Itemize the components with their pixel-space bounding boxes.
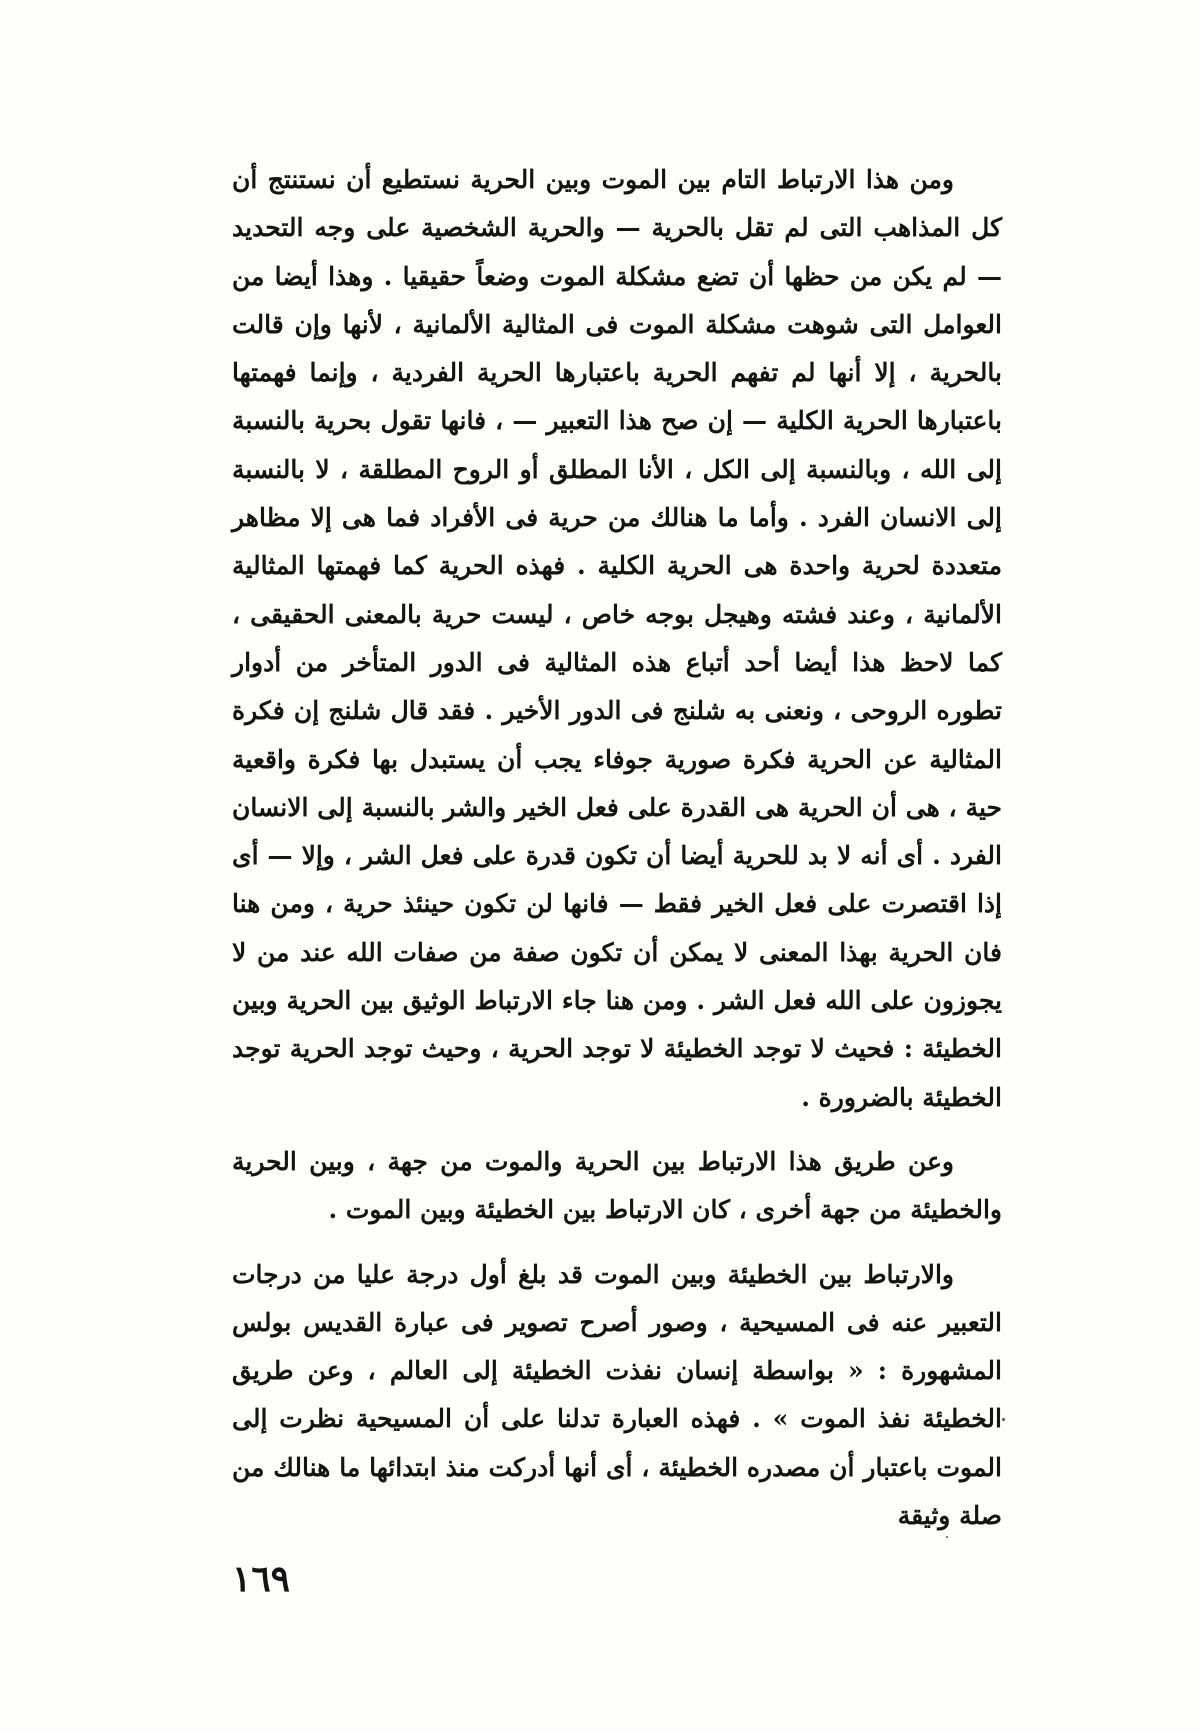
page-number: ١٦٩ [232, 1558, 291, 1600]
body-text [232, 156, 1002, 1540]
scan-speck [1002, 1418, 1005, 1421]
paragraph-2: وعن طريق هذا الارتباط بين الحرية والموت من جهة ، وبين الحرية والخطيئة من جهة أخرى ، كان الارتباط بين الخطيئة وبين الموت . [232, 1146, 1002, 1225]
scan-speck [946, 1536, 948, 1538]
paragraph-3: والارتباط بين الخطيئة وبين الموت قد بلغ أول درجة عليا من درجات التعبير عنه فى المسيحية ، وصور أصرح تصوير فى عبارة القديس بولس المشهورة : « بواسطة إنسان نفذت الخطيئة إلى العالم ، وعن طريق الخطيئة نفذ الموت » . فهذه العبارة تدلنا على أن المسيحية نظرت إلى الموت باعتبار أن مصدره الخطيئة ، أى أنها أدركت منذ ابتدائها ما هنالك من صلة وثيقة [232, 1259, 1003, 1531]
paragraph-1: ومن هذا الارتباط التام بين الموت وبين الحرية نستطيع أن نستنتج أن كل المذاهب التى لم تقل بالحرية — والحرية الشخصية على وجه التحديد — لم يكن من حظها أن تضع مشكلة الموت وضعاً حقيقيا . وهذا أيضا من العوامل التى شوهت مشكلة الموت فى المثالية الألمانية ، لأنها وإن قالت بالحرية ، إلا أنها لم تفهم الحرية باعتبارها الحرية الفردية ، وإنما فهمتها باعتبارها الحرية الكلية — إن صح هذا التعبير — ، فانها تقول بحرية بالنسبة إلى الله ، وبالنسبة إلى الكل ، الأنا المطلق أو الروح المطلقة ، لا بالنسبة إلى الانسان الفرد . وأما ما هنالك من حرية فى الأفراد فما هى إلا مظاهر متعددة لحرية واحدة هى الحرية الكلية . فهذه الحرية كما فهمتها المثالية الألمانية ، وعند فشته وهيجل بوجه خاص ، ليست حرية بالمعنى الحقيقى ، كما لاحظ هذا أيضا أحد أتباع هذه المثالية فى الدور المتأخر من أدوار تطوره الروحى ، ونعنى به شلنج فى الدور الأخير . فقد قال شلنج إن فكرة المثالية عن الحرية فكرة صورية جوفاء يجب أن يستبدل بها فكرة واقعية حية ، هى أن الحرية هى القدرة على فعل الخير والشر بالنسبة إلى الانسان الفرد . أى أنه لا بد للحرية أيضا أن تكون قدرة على فعل الشر ، وإلا — أى إذا اقتصرت على فعل الخير فقط — فانها لن تكون حينئذ حرية ، ومن هنا فان الحرية بهذا المعنى لا يمكن أن تكون صفة من صفات الله عند من لا يجوزون على الله فعل الشر . ومن هنا جاء الارتباط الوثيق بين الحرية وبين الخطيئة : فحيث لا توجد الخطيئة لا توجد الحرية ، وحيث توجد الحرية توجد الخطيئة بالضرورة . [232, 165, 1002, 1112]
